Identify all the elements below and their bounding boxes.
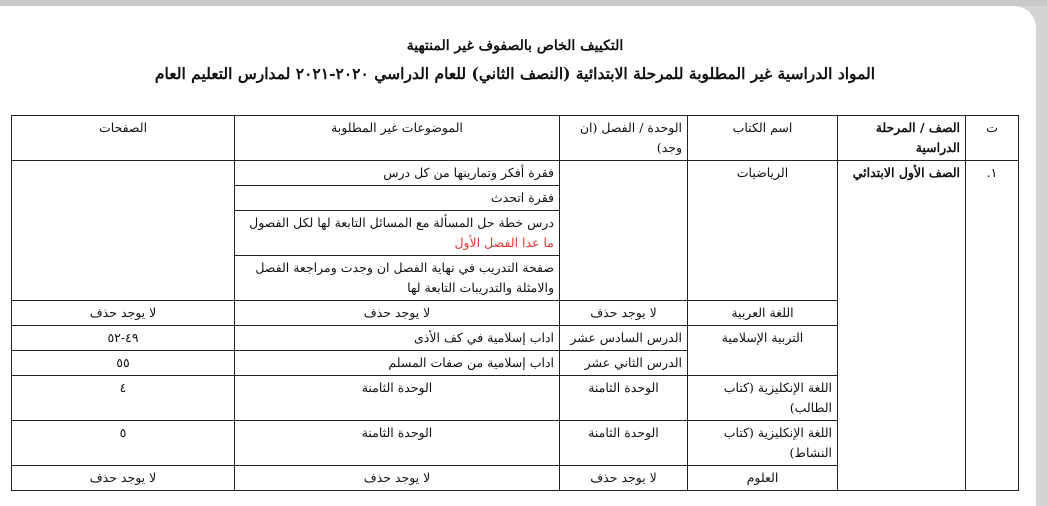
islamic-topic-1: اداب إسلامية في كف الأذى [235,326,560,351]
english-student-unit: الوحدة الثامنة [560,376,688,421]
islamic-topic-2: اداب إسلامية من صفات المسلم [235,351,560,376]
table-header-row [12,116,1019,161]
english-student-book: اللغة الإنكليزية (كتاب الطالب) [688,376,838,421]
english-student-pages: ٤ [12,376,235,421]
english-activity-topics: الوحدة الثامنة [235,421,560,466]
english-activity-unit: الوحدة الثامنة [560,421,688,466]
math-pages [12,161,235,301]
math-topic-2: فقرة اتحدث [235,186,559,211]
header-pages: الصفحات [12,116,235,161]
english-activity-pages: ٥ [12,421,235,466]
islamic-unit-1: الدرس السادس عشر [560,326,688,351]
grade-cell: الصف الأول الابتدائي [838,161,966,491]
math-topic-1: فقرة أفكر وتمارينها من كل درس [235,161,559,186]
science-unit: لا يوجد حذف [560,466,688,491]
math-topic-3-exception: ما عدا الفصل الأول [454,235,554,250]
document-title: التكييف الخاص بالصفوف غير المنتهية [406,38,624,54]
science-book: العلوم [688,466,838,491]
islamic-pages-2: ٥٥ [12,351,235,376]
islamic-unit-2: الدرس الثاني عشر [560,351,688,376]
science-topics: لا يوجد حذف [235,466,560,491]
table-row-math [12,161,1019,301]
math-topic-3 [235,211,559,256]
arabic-unit: لا يوجد حذف [560,301,688,326]
header-topics: الموضوعات غير المطلوبة [235,116,560,161]
islamic-pages-1: ٤٩-٥٢ [12,326,235,351]
arabic-book: اللغة العربية [688,301,838,326]
math-topic-4: صفحة التدريب في نهاية الفصل ان وجدت ومراجعة الفصل والامثلة والتدريبات التابعة لها [255,260,554,295]
document-page [0,6,1036,506]
math-topics [235,161,560,301]
math-topic-3-main: درس خطة حل المسألة مع المسائل التابعة لها لكل الفصول [249,215,554,230]
islamic-book: التربية الإسلامية [688,326,838,376]
header-unit: الوحدة / الفصل (ان وجد) [560,116,688,161]
document-subtitle: المواد الدراسية غير المطلوبة للمرحلة الابتدائية (النصف الثاني) للعام الدراسي ٢٠٢٠-٢٠٢١ لمدارس التعليم العام [154,64,876,83]
header-num: ت [966,116,1019,161]
row-number: ١. [966,161,1019,491]
math-unit [560,161,688,301]
science-pages: لا يوجد حذف [12,466,235,491]
english-student-topics: الوحدة الثامنة [235,376,560,421]
header-grade: الصف / المرحلة الدراسية [838,116,966,161]
subjects-table [11,115,1019,491]
arabic-pages: لا يوجد حذف [12,301,235,326]
math-book: الرياضيات [688,161,838,301]
english-activity-book: اللغة الإنكليزية (كتاب النشاط) [688,421,838,466]
header-book: اسم الكتاب [688,116,838,161]
arabic-topics: لا يوجد حذف [235,301,560,326]
